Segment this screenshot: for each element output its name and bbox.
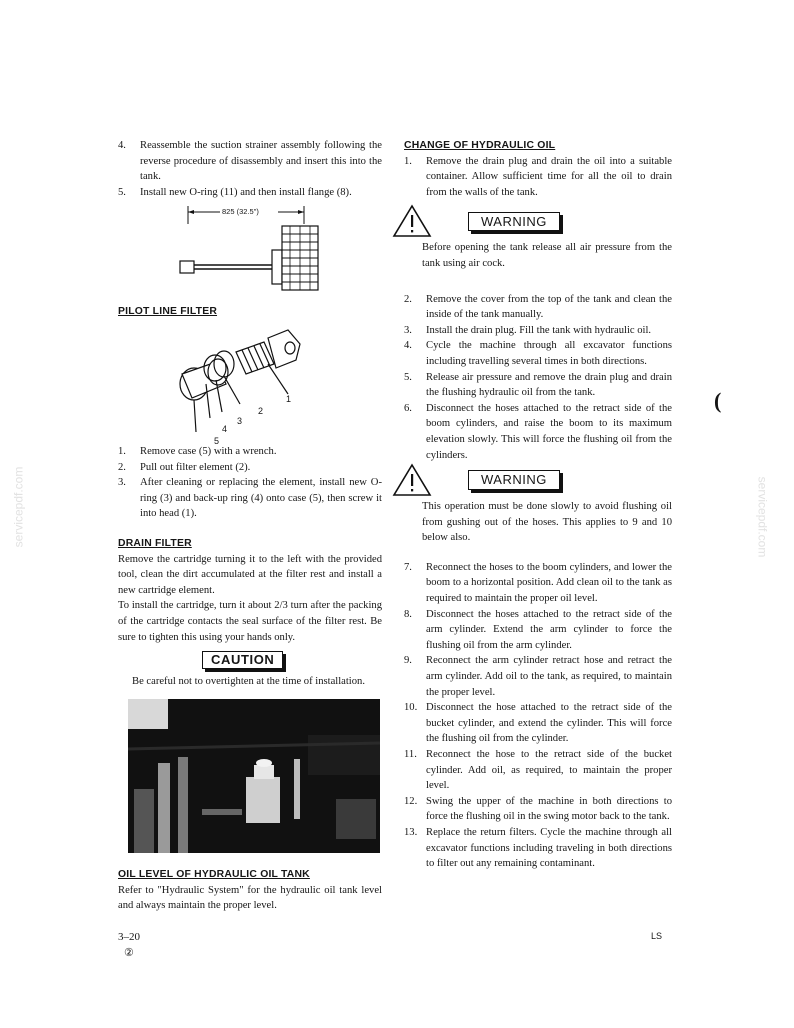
step-text: Reconnect the arm cylinder retract hose and retract the arm cylinder. Add oil to the tank, as required, to maintain the proper level. xyxy=(426,655,672,698)
drain-filter-heading: DRAIN FILTER xyxy=(118,537,192,549)
pilot-filter-drawing xyxy=(118,324,382,444)
step-number: 2. xyxy=(118,461,126,473)
step-text: Disconnect the hoses attached to the retract side of the arm cylinder. Extend the arm cylinder to force the flushing oil from the arm cylinder. xyxy=(426,608,672,651)
suction-strainer-figure xyxy=(118,202,382,294)
left-column xyxy=(118,138,382,914)
step-number: 13. xyxy=(404,826,418,838)
step-text: Reconnect the hoses to the boom cylinders, and lower the boom to a horizontal position. Add clean oil to the tank as required to maintain the proper oil level. xyxy=(426,561,672,605)
caution-badge: CAUTION xyxy=(202,651,283,669)
pilot-line-filter-heading: PILOT LINE FILTER xyxy=(118,306,218,318)
list-item xyxy=(404,370,672,401)
step-number: 3. xyxy=(404,324,412,336)
step-number: 7. xyxy=(404,561,412,573)
oil-level-text: Refer to "Hydraulic System" for the hydraulic oil tank level and always maintain the proper level. xyxy=(118,884,382,912)
step-number: 5. xyxy=(118,186,126,198)
warning-row-1 xyxy=(392,204,672,238)
steps-7-13 xyxy=(404,560,672,872)
photo-drawing xyxy=(128,699,380,853)
list-item xyxy=(404,747,672,794)
list-item xyxy=(404,323,672,339)
warning-triangle-icon xyxy=(392,204,432,238)
callout-1: 1 xyxy=(286,393,292,404)
margin-mark: ( xyxy=(714,388,722,413)
revision-mark: ② xyxy=(124,947,134,959)
step-text: Remove the drain plug and drain the oil into a suitable container. Allow sufficient time for all the oil to drain from the walls of the tank. xyxy=(426,155,672,198)
step-text: Remove the cover from the top of the tank and clean the inside of the tank manually. xyxy=(426,293,672,321)
step-number: 9. xyxy=(404,655,412,667)
caution-text: Be careful not to overtighten at the time of installation. xyxy=(132,675,365,687)
drain-filter-photo xyxy=(128,699,380,853)
caution-wrap xyxy=(202,651,382,670)
watermark-left: servicepdf.com xyxy=(11,466,26,548)
step-text: Pull out filter element (2). xyxy=(140,461,251,473)
step-text: Release air pressure and remove the drain plug and drain the flushing hydraulic oil from the tank. xyxy=(426,371,672,399)
list-item xyxy=(404,154,672,201)
step-number: 4. xyxy=(118,140,126,151)
list-item xyxy=(118,138,382,185)
step-number: 12. xyxy=(404,795,418,807)
warning-badge: WARNING xyxy=(468,470,560,490)
strainer-steps xyxy=(118,138,382,200)
section-code: LS xyxy=(651,931,663,941)
step-number: 10. xyxy=(404,702,418,714)
step-number: 1. xyxy=(404,155,412,167)
step-number: 11. xyxy=(404,749,417,760)
step-text: After cleaning or replacing the element, install new O-ring (3) and back-up ring (4) onto case (5), then screw it into head (1). xyxy=(140,477,382,520)
step-number: 2. xyxy=(404,293,412,305)
list-item xyxy=(404,700,672,747)
list-item xyxy=(118,444,382,460)
warning-2-text: This operation must be done slowly to avoid flushing oil from gushing out of the hoses. This applies to 9 and 10 below also. xyxy=(422,501,672,544)
steps-2-6 xyxy=(404,292,672,464)
pilot-filter-figure xyxy=(118,324,382,444)
warning-triangle-icon xyxy=(392,463,432,497)
step-text: Replace the return filters. Cycle the machine through all excavator functions including traveling in both directions to filter out any remaining contaminant. xyxy=(426,826,672,870)
warning-row-2 xyxy=(392,463,672,497)
step-number: 4. xyxy=(404,340,412,352)
step-text: Reconnect the hose to the retract side of the bucket cylinder. Add oil, as required, to maintain the proper level. xyxy=(426,749,672,792)
step-text: Swing the upper of the machine in both directions to force the flushing oil in the swing motor back to the tank. xyxy=(426,795,672,823)
step-text: Disconnect the hose attached to the retract side of the bucket cylinder, and extend the cylinder. This will force the flushing oil from the cylinder. xyxy=(426,702,672,745)
change-of-hydraulic-oil-heading: CHANGE OF HYDRAULIC OIL xyxy=(404,140,556,151)
list-item xyxy=(404,653,672,700)
step-text: Reassemble the suction strainer assembly following the reverse procedure of disassembly and insert this into the tank. xyxy=(140,140,382,183)
list-item xyxy=(404,338,672,369)
warning-1-text: Before opening the tank release all air pressure from the tank using air cock. xyxy=(422,242,672,269)
list-item xyxy=(404,560,672,607)
callout-4: 4 xyxy=(222,423,228,434)
step-text: Install new O-ring (11) and then install flange (8). xyxy=(140,186,352,198)
step-number: 1. xyxy=(118,445,126,457)
drain-filter-paragraph-1: Remove the cartridge turning it to the left with the provided tool, clean the dirt accumulated at the filter rest and install a new cartridge element. xyxy=(118,553,382,596)
step-number: 8. xyxy=(404,608,412,620)
drain-filter-paragraph-2: To install the cartridge, turn it about 2/3 turn after the packing of the cartridge contacts the seal surface of the filter rest. Be sure to tighten this using your hands only. xyxy=(118,600,382,643)
callout-3: 3 xyxy=(237,415,243,426)
step-text: Remove case (5) with a wrench. xyxy=(140,445,277,457)
list-item xyxy=(404,401,672,463)
step-text: Disconnect the hoses attached to the retract side of the boom cylinders, and raise the boom to its maximum elevation slowly. This will force the flushing oil from the cylinders. xyxy=(426,402,672,461)
callout-2: 2 xyxy=(258,405,264,416)
list-item xyxy=(118,475,382,522)
step-number: 6. xyxy=(404,402,412,414)
warning-badge: WARNING xyxy=(468,212,560,232)
dimension-label: 825 (32.5") xyxy=(222,207,259,217)
step-text: Cycle the machine through all excavator functions including travelling several times in both directions. xyxy=(426,340,672,367)
pilot-steps xyxy=(118,444,382,522)
list-item xyxy=(404,794,672,825)
step-text: Install the drain plug. Fill the tank with hydraulic oil. xyxy=(426,324,652,336)
watermark-right: servicepdf.com xyxy=(755,476,770,558)
right-column xyxy=(404,138,672,872)
list-item xyxy=(118,460,382,476)
step-number: 5. xyxy=(404,371,412,383)
list-item xyxy=(404,607,672,654)
step-number: 3. xyxy=(118,477,126,489)
page-number: 3–20 xyxy=(118,931,140,943)
callout-5: 5 xyxy=(214,435,220,446)
list-item xyxy=(118,185,382,201)
list-item xyxy=(404,292,672,323)
oil-level-heading: OIL LEVEL OF HYDRAULIC OIL TANK xyxy=(118,869,310,881)
list-item xyxy=(404,825,672,872)
